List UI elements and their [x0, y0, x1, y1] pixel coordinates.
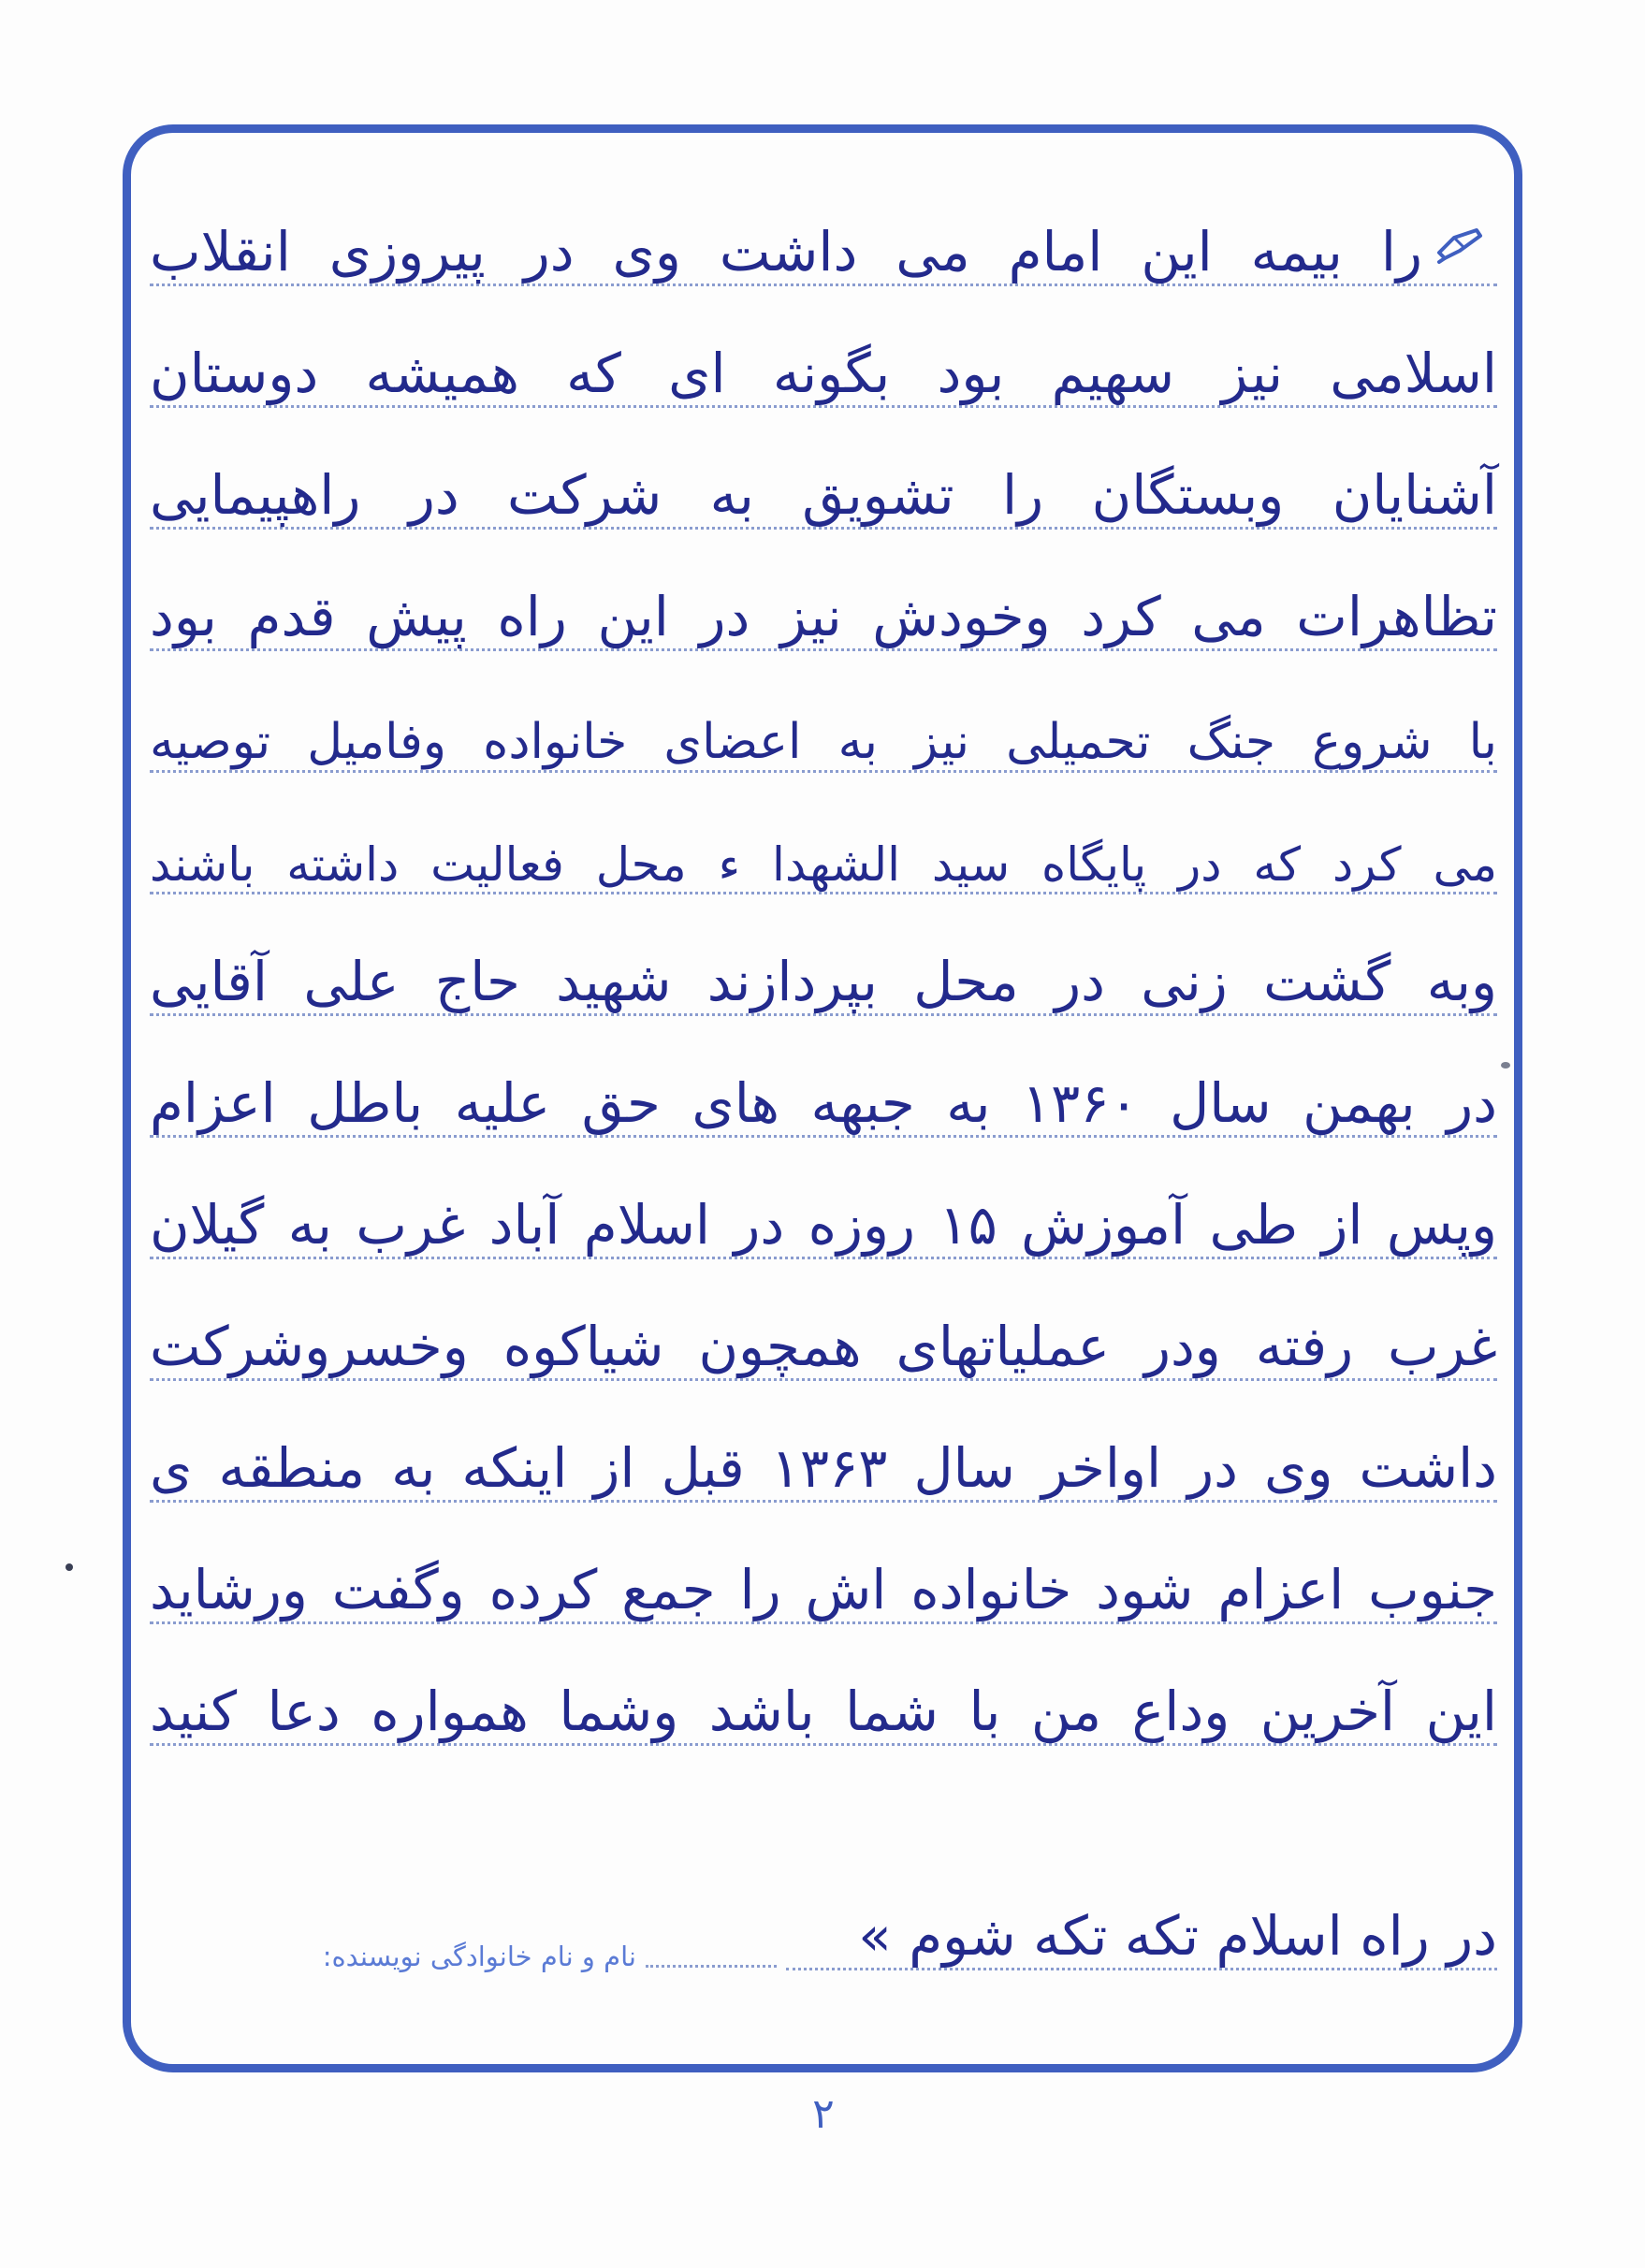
text-line: را بیمه این امام می داشت وی در پیروزی انقلاب [150, 178, 1497, 299]
author-name-label: نام و نام خانوادگی نویسنده: [322, 1941, 636, 1972]
ink-speck [66, 1563, 73, 1571]
text-line: در راه اسلام تکه تکه شوم » [786, 1862, 1497, 1984]
text-line: جنوب اعزام شود خانواده اش را جمع کرده وگفت ورشاید [150, 1516, 1497, 1637]
text-line: تظاهرات می کرد وخودش نیز در این راه پیش قدم بود [150, 543, 1497, 664]
text-line: داشت وی در اواخر سال ۱۳۶۳ قبل از اینکه به منطقه ی [150, 1394, 1497, 1516]
text-line: اسلامی نیز سهیم بود بگونه ای که همیشه دوستان [150, 299, 1497, 421]
text-line: این آخرین وداع من با شما باشد وشما همواره دعا کنید [150, 1637, 1497, 1759]
page-number: ۲ [812, 2090, 835, 2138]
text-line: در بهمن سال ۱۳۶۰ به جبهه های حق علیه باطل اعزام [150, 1029, 1497, 1151]
text-line: می کرد که در پایگاه سید الشهدا ء محل فعالیت داشته باشند [150, 786, 1497, 908]
text-line: غرب رفته ودر عملیاتهای همچون شیاکوه وخسروشرکت [150, 1272, 1497, 1394]
signature-dotted-line [646, 1965, 777, 1968]
ink-speck [1501, 1062, 1510, 1069]
text-line: وپس از طی آموزش ۱۵ روزه در اسلام آباد غرب به گیلان [150, 1151, 1497, 1272]
text-line: آشنایان وبستگان را تشویق به شرکت در راهپیمایی [150, 421, 1497, 543]
text-line: وبه گشت زنی در محل بپردازند شهید حاج علی آقایی [150, 908, 1497, 1029]
text-line: با شروع جنگ تحمیلی نیز به اعضای خانواده وفامیل توصیه [150, 664, 1497, 786]
